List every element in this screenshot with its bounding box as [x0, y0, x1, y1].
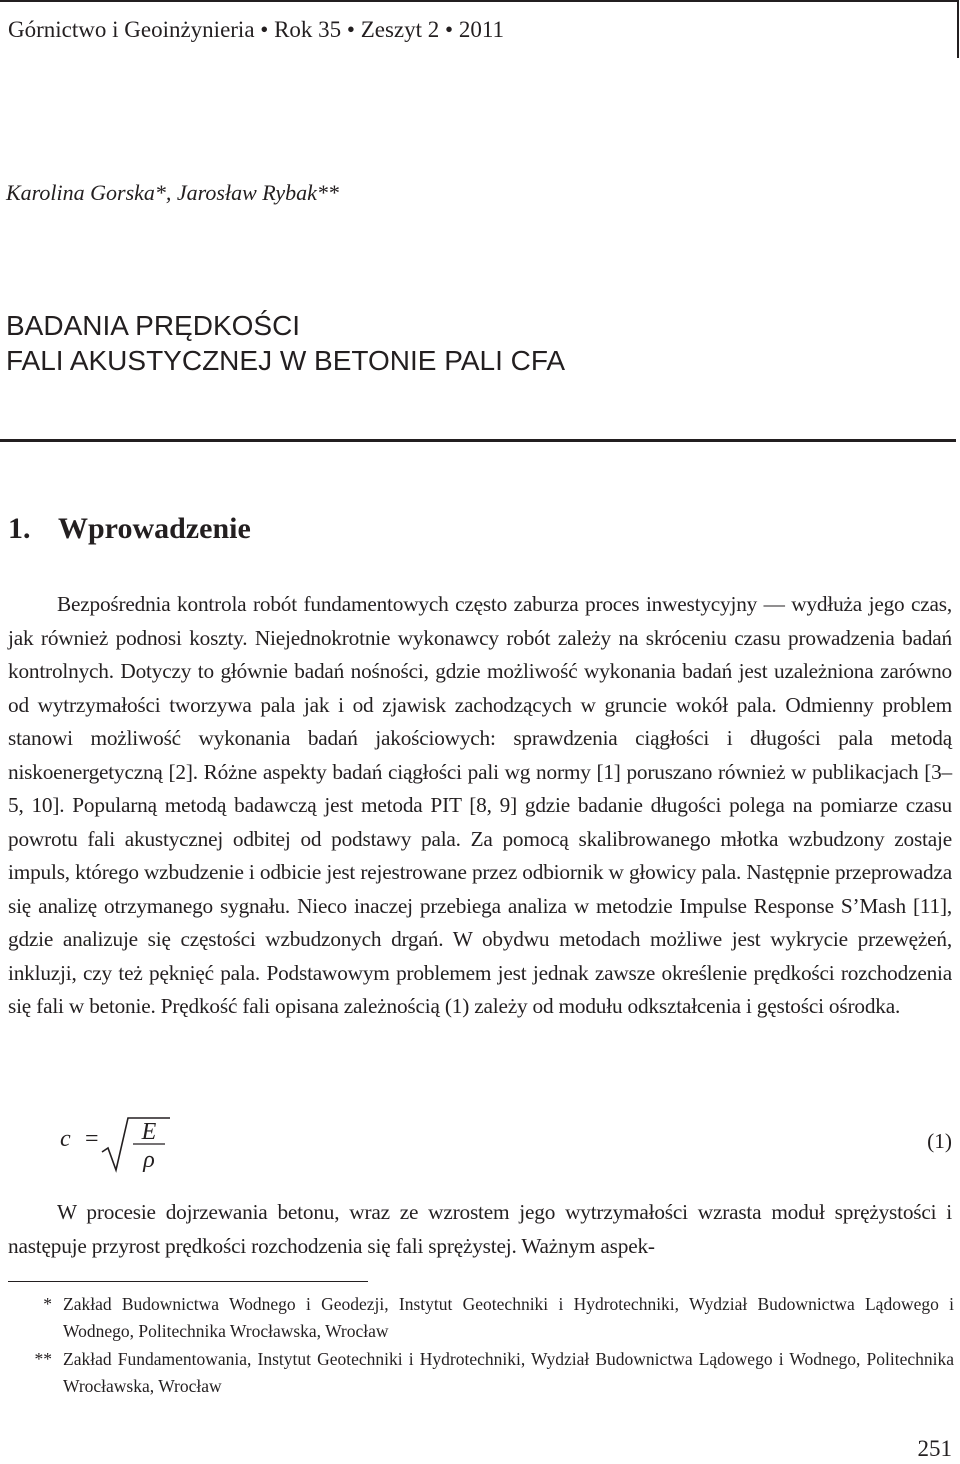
- footnote-divider: [8, 1281, 368, 1282]
- page-number: 251: [917, 1436, 952, 1461]
- equation-1: [60, 1114, 952, 1174]
- footnote-mark: **: [34, 1349, 52, 1369]
- footnote-text: Zakład Budownictwa Wodnego i Geodezji, Instytut Geotechniki i Hydrotechniki, Wydział Budownictwa Lądowego i Wodnego, Politechnika Wrocławska, Wrocław: [63, 1294, 954, 1341]
- equation-lhs: c: [60, 1126, 71, 1152]
- sqrt-fraction: [100, 1114, 190, 1174]
- authors: Karolina Gorska*, Jarosław Rybak**: [6, 180, 339, 205]
- equation-number: (1): [927, 1129, 952, 1153]
- paragraph-maturation: W procesie dojrzewania betonu, wraz ze wzrostem jego wytrzymałości wzrasta moduł sprężystości i następuje przyrost prędkości rozchodzenia się fali sprężystej. Ważnym aspek-: [8, 1200, 952, 1258]
- journal-header: Górnictwo i Geoinżynieria • Rok 35 • Zeszyt 2 • 2011: [8, 17, 504, 42]
- article-title: [6, 308, 565, 378]
- title-divider: [0, 439, 956, 442]
- section-heading: [8, 512, 251, 546]
- title-line-2: FALI AKUSTYCZNEJ W BETONIE PALI CFA: [6, 345, 566, 376]
- footnote-text: Zakład Fundamentowania, Instytut Geotechniki i Hydrotechniki, Wydział Budownictwa Lądowego i Wodnego, Politechnika Wrocławska, Wrocław: [63, 1349, 954, 1396]
- footnotes: [8, 1291, 954, 1401]
- footnote-item: [8, 1291, 954, 1344]
- equation-numerator: E: [141, 1119, 157, 1145]
- footnote-mark: *: [43, 1294, 52, 1314]
- equation-denominator: ρ: [143, 1147, 155, 1173]
- section-number: 1.: [8, 512, 31, 545]
- footnote-item: [8, 1346, 954, 1399]
- paragraph-intro: Bezpośrednia kontrola robót fundamentowych często zaburza proces inwestycyjny — wydłuża jego czas, jak również podnosi koszty. Niejednokrotnie wykonawcy robót zależy na skróceniu czasu prowadzenia badań kontrolnych. Dotyczy to głównie badań nośności, gdzie możliwość wykonania badań jest uzależniona zarówno od wytrzymałości tworzywa pala jak i od zjawisk zachodzących w gruncie wokół pala. Odmienny problem stanowi możliwość wykonania badań jakościowych: sprawdzenia ciągłości i długości pala metodą niskoenergetyczną [2]. Różne aspekty badań ciągłości pali wg normy [1] poruszano również w publikacjach [3–5, 10]. Popularną metodą badawczą jest metoda PIT [8, 9] gdzie badanie długości polega na pomiarze czasu powrotu fali akustycznej odbitej od podstawy pala. Za pomocą skalibrowanego młotka wzbudzony zostaje impuls, którego wzbudzenie i odbicie jest rejestrowane przez odbiornik w głowicy pala. Następnie przeprowadza się analizę otrzymanego sygnału. Nieco inaczej przebiega analiza w metodzie Impulse Response S’Mash [11], gdzie analizuje się częstości wzbudzonych drgań. W obydwu metodach możliwe jest wykrycie przewężeń, inkluzji, czy też pęknięć pala. Podstawowym problemem jest jednak zawsze określenie prędkości rozchodzenia się fali w betonie. Prędkość fali opisana zależnością (1) zależy od modułu odkształcenia i gęstości ośrodka.: [8, 592, 952, 1018]
- equation-equals: =: [85, 1126, 99, 1152]
- section-title: Wprowadzenie: [58, 512, 251, 545]
- title-line-1: BADANIA PRĘDKOŚCI: [6, 310, 301, 341]
